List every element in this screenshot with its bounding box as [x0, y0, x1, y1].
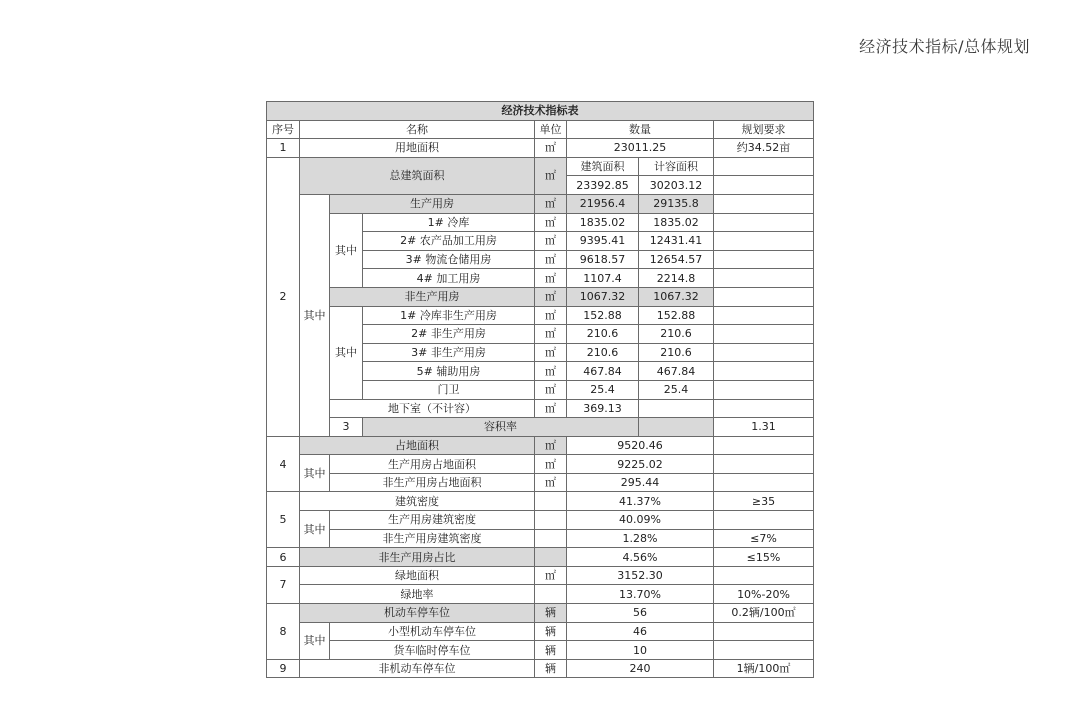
- unit-cell: ㎡: [535, 232, 567, 251]
- table-row: [267, 529, 814, 548]
- name-cell: 生产用房建筑密度: [330, 511, 535, 530]
- qizhong-label: 其中: [330, 306, 363, 399]
- qty-cell: 1.31: [714, 418, 814, 437]
- table-row: [267, 585, 814, 604]
- qty-cell: 23392.85: [567, 176, 639, 195]
- table-row: [267, 455, 814, 474]
- qty-cell: 4.56%: [567, 548, 714, 567]
- req-cell: [714, 399, 814, 418]
- req-cell: [714, 343, 814, 362]
- name-cell: 2# 非生产用房: [363, 325, 535, 344]
- table-row: [267, 213, 814, 232]
- name-cell: 小型机动车停车位: [330, 622, 535, 641]
- seq-cell: 4: [267, 436, 300, 492]
- qty-cell: 12431.41: [639, 232, 714, 251]
- name-cell: 货车临时停车位: [330, 641, 535, 660]
- indicators-table: [266, 101, 814, 678]
- qty-cell: 369.13: [567, 399, 639, 418]
- table-row: [267, 511, 814, 530]
- table-row: [267, 418, 814, 437]
- seq-cell: 8: [267, 604, 300, 660]
- table-row: [267, 399, 814, 418]
- qty-cell: 56: [567, 604, 714, 623]
- name-cell: 生产用房: [330, 194, 535, 213]
- table-row: [267, 659, 814, 678]
- table-row: [267, 473, 814, 492]
- header-unit: 单位: [535, 120, 567, 139]
- req-cell: [714, 566, 814, 585]
- qty-cell: 29135.8: [639, 194, 714, 213]
- name-cell: 容积率: [363, 418, 639, 437]
- qty-cell: 210.6: [639, 343, 714, 362]
- seq-cell: 1: [267, 139, 300, 158]
- name-cell: 绿地率: [300, 585, 535, 604]
- name-cell: 3# 物流仓储用房: [363, 250, 535, 269]
- unit-cell: ㎡: [535, 250, 567, 269]
- unit-cell: ㎡: [535, 380, 567, 399]
- qty-cell: 21956.4: [567, 194, 639, 213]
- table-row: [267, 194, 814, 213]
- qizhong-label: 其中: [300, 455, 330, 492]
- name-cell: 用地面积: [300, 139, 535, 158]
- qty-cell: 152.88: [567, 306, 639, 325]
- table-title: 经济技术指标表: [267, 102, 814, 121]
- qty-cell: 1835.02: [639, 213, 714, 232]
- qty-cell: 210.6: [567, 325, 639, 344]
- req-cell: [714, 213, 814, 232]
- unit-cell: ㎡: [535, 473, 567, 492]
- req-cell: ≤15%: [714, 548, 814, 567]
- qty-cell: 3152.30: [567, 566, 714, 585]
- req-cell: 1辆/100㎡: [714, 659, 814, 678]
- req-cell: [714, 380, 814, 399]
- table-row: [267, 287, 814, 306]
- unit-cell: ㎡: [535, 436, 567, 455]
- qizhong-label: 其中: [300, 511, 330, 548]
- qty-cell: 295.44: [567, 473, 714, 492]
- qizhong-label: 其中: [330, 213, 363, 287]
- unit-cell: 辆: [535, 604, 567, 623]
- table-row: [267, 622, 814, 641]
- unit-cell: [535, 529, 567, 548]
- unit-cell: [639, 418, 714, 437]
- qty-cell: 9225.02: [567, 455, 714, 474]
- qizhong-label: 其中: [300, 194, 330, 436]
- table-row: [267, 436, 814, 455]
- seq-cell: 9: [267, 659, 300, 678]
- name-cell: 非生产用房: [330, 287, 535, 306]
- qty-cell: 46: [567, 622, 714, 641]
- qty-cell: 9618.57: [567, 250, 639, 269]
- qty-cell: 1835.02: [567, 213, 639, 232]
- unit-cell: [535, 511, 567, 530]
- req-cell: [714, 473, 814, 492]
- qty-cell: 10: [567, 641, 714, 660]
- qty-cell: [639, 399, 714, 418]
- qty-cell: 1107.4: [567, 269, 639, 288]
- name-cell: 4# 加工用房: [363, 269, 535, 288]
- table-row: [267, 548, 814, 567]
- qty-cell: 9520.46: [567, 436, 714, 455]
- qty-cell: 1067.32: [639, 287, 714, 306]
- seq-cell: 2: [267, 157, 300, 436]
- header-seq: 序号: [267, 120, 300, 139]
- qty-cell: 1.28%: [567, 529, 714, 548]
- unit-cell: [535, 548, 567, 567]
- unit-cell: ㎡: [535, 343, 567, 362]
- unit-cell: ㎡: [535, 287, 567, 306]
- qty-cell: 25.4: [639, 380, 714, 399]
- table-title-row: [267, 102, 814, 121]
- qizhong-label: 其中: [300, 622, 330, 659]
- unit-cell: ㎡: [535, 566, 567, 585]
- unit-cell: [535, 492, 567, 511]
- req-cell: 0.2辆/100㎡: [714, 604, 814, 623]
- table-row: [267, 306, 814, 325]
- qty-cell: 467.84: [567, 362, 639, 381]
- unit-cell: ㎡: [535, 455, 567, 474]
- qty-cell: 1067.32: [567, 287, 639, 306]
- unit-cell: ㎡: [535, 139, 567, 158]
- name-cell: 1# 冷库非生产用房: [363, 306, 535, 325]
- req-cell: ≤7%: [714, 529, 814, 548]
- unit-cell: ㎡: [535, 399, 567, 418]
- table-row: [267, 139, 814, 158]
- req-cell: [714, 176, 814, 195]
- req-cell: [714, 325, 814, 344]
- req-cell: [714, 250, 814, 269]
- req-cell: [714, 194, 814, 213]
- unit-cell: 辆: [535, 622, 567, 641]
- qty-cell: 210.6: [639, 325, 714, 344]
- col-label-cell: 计容面积: [639, 157, 714, 176]
- seq-cell: 3: [330, 418, 363, 437]
- table-row: [267, 641, 814, 660]
- req-cell: [714, 511, 814, 530]
- table-row: [267, 492, 814, 511]
- name-cell: 非生产用房建筑密度: [330, 529, 535, 548]
- name-cell: 总建筑面积: [300, 157, 535, 194]
- header-req: 规划要求: [714, 120, 814, 139]
- unit-cell: ㎡: [535, 362, 567, 381]
- req-cell: [714, 287, 814, 306]
- req-cell: 10%-20%: [714, 585, 814, 604]
- req-cell: [714, 622, 814, 641]
- name-cell: 5# 辅助用房: [363, 362, 535, 381]
- qty-cell: 30203.12: [639, 176, 714, 195]
- qty-cell: 240: [567, 659, 714, 678]
- name-cell: 1# 冷库: [363, 213, 535, 232]
- table-row: [267, 157, 814, 176]
- name-cell: 门卫: [363, 380, 535, 399]
- req-cell: ≥35: [714, 492, 814, 511]
- unit-cell: ㎡: [535, 325, 567, 344]
- qty-cell: 2214.8: [639, 269, 714, 288]
- name-cell: 地下室（不计容）: [330, 399, 535, 418]
- table-row: [267, 604, 814, 623]
- name-cell: 2# 农产品加工用房: [363, 232, 535, 251]
- unit-cell: ㎡: [535, 157, 567, 194]
- name-cell: 机动车停车位: [300, 604, 535, 623]
- req-cell: 约34.52亩: [714, 139, 814, 158]
- name-cell: 非机动车停车位: [300, 659, 535, 678]
- req-cell: [714, 362, 814, 381]
- seq-cell: 5: [267, 492, 300, 548]
- col-label-cell: 建筑面积: [567, 157, 639, 176]
- name-cell: 建筑密度: [300, 492, 535, 511]
- unit-cell: [535, 585, 567, 604]
- req-cell: [714, 455, 814, 474]
- qty-cell: 23011.25: [567, 139, 714, 158]
- qty-cell: 41.37%: [567, 492, 714, 511]
- unit-cell: 辆: [535, 659, 567, 678]
- name-cell: 非生产用房占地面积: [330, 473, 535, 492]
- unit-cell: ㎡: [535, 213, 567, 232]
- qty-cell: 13.70%: [567, 585, 714, 604]
- req-cell: [714, 306, 814, 325]
- req-cell: [714, 641, 814, 660]
- table-header-row: [267, 120, 814, 139]
- page-breadcrumb: 经济技术指标/总体规划: [859, 37, 1030, 56]
- header-qty: 数量: [567, 120, 714, 139]
- name-cell: 非生产用房占比: [300, 548, 535, 567]
- unit-cell: 辆: [535, 641, 567, 660]
- unit-cell: ㎡: [535, 269, 567, 288]
- qty-cell: 40.09%: [567, 511, 714, 530]
- table-row: [267, 566, 814, 585]
- name-cell: 3# 非生产用房: [363, 343, 535, 362]
- qty-cell: 210.6: [567, 343, 639, 362]
- header-name: 名称: [300, 120, 535, 139]
- qty-cell: 12654.57: [639, 250, 714, 269]
- qty-cell: 9395.41: [567, 232, 639, 251]
- unit-cell: ㎡: [535, 306, 567, 325]
- unit-cell: ㎡: [535, 194, 567, 213]
- req-cell: [714, 232, 814, 251]
- qty-cell: 152.88: [639, 306, 714, 325]
- name-cell: 绿地面积: [300, 566, 535, 585]
- seq-cell: 6: [267, 548, 300, 567]
- qty-cell: 25.4: [567, 380, 639, 399]
- req-cell: [714, 269, 814, 288]
- name-cell: 生产用房占地面积: [330, 455, 535, 474]
- seq-cell: 7: [267, 566, 300, 603]
- req-cell: [714, 157, 814, 176]
- req-cell: [714, 436, 814, 455]
- qty-cell: 467.84: [639, 362, 714, 381]
- name-cell: 占地面积: [300, 436, 535, 455]
